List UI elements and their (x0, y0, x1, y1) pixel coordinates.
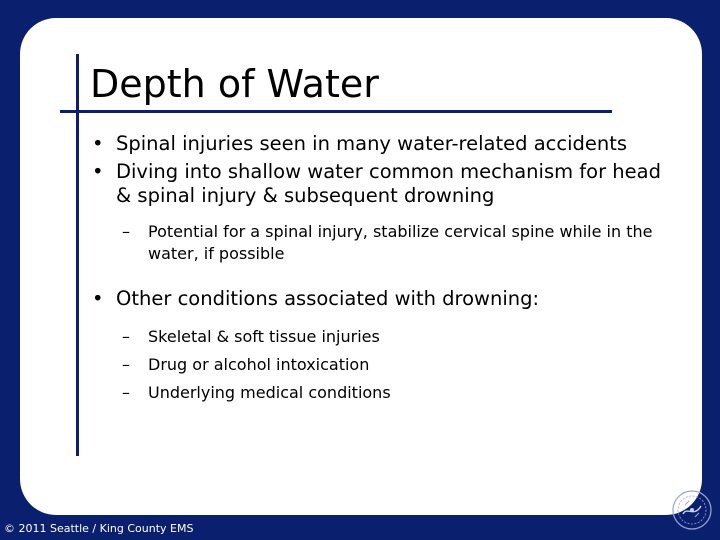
title-rule-horizontal (60, 110, 612, 113)
agency-seal-icon (670, 488, 714, 532)
sub-bullet-marker: – (122, 355, 130, 374)
bullet-item (92, 132, 682, 156)
sub-bullet-text: Potential for a spinal injury, stabilize cervical spine while in the water, if possible (148, 222, 653, 263)
footer-copyright: © 2011 Seattle / King County EMS (4, 522, 194, 535)
sub-bullet-list (92, 326, 682, 404)
title-rule-vertical (76, 54, 79, 456)
bullet-marker: • (92, 160, 104, 183)
sub-bullet-item (92, 326, 682, 348)
sub-bullet-marker: – (122, 327, 130, 346)
bullet-text: Spinal injuries seen in many water-related accidents (116, 132, 628, 155)
sub-bullet-item (92, 354, 682, 376)
bullet-item (92, 287, 682, 311)
sub-bullet-marker: – (122, 383, 130, 402)
bullet-text: Diving into shallow water common mechanism for head & spinal injury & subsequent drowning (116, 160, 661, 207)
bullet-marker: • (92, 132, 104, 155)
sub-bullet-text: Underlying medical conditions (148, 383, 391, 402)
sub-bullet-item (92, 221, 682, 265)
sub-bullet-item (92, 382, 682, 404)
slide-title: Depth of Water (90, 62, 379, 106)
bullet-marker: • (92, 287, 104, 310)
bullet-item (92, 160, 682, 208)
sub-bullet-marker: – (122, 222, 130, 241)
bullet-text: Other conditions associated with drowning: (116, 287, 540, 310)
sub-bullet-list (92, 221, 682, 265)
slide-content (92, 132, 682, 426)
sub-bullet-text: Drug or alcohol intoxication (148, 355, 370, 374)
sub-bullet-text: Skeletal & soft tissue injuries (148, 327, 380, 346)
